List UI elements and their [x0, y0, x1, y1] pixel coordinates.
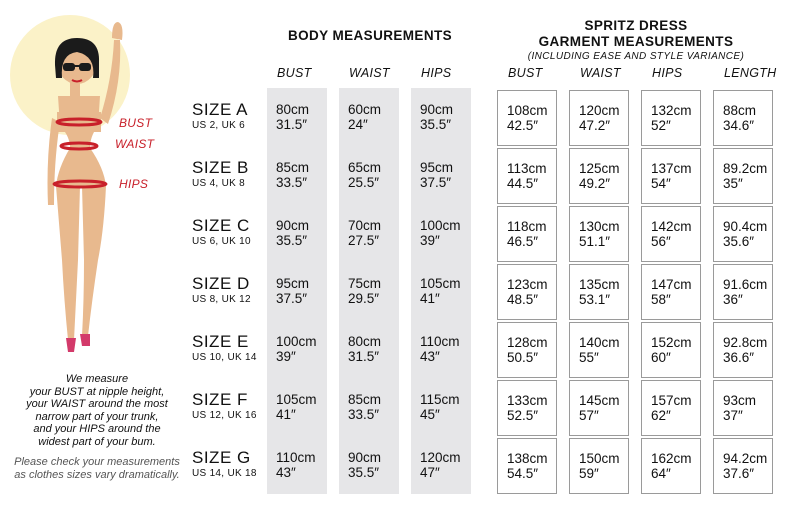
inch-value: 36.6″	[723, 350, 755, 365]
size-name: SIZE B	[192, 158, 249, 177]
garment-column-header: WAIST	[580, 66, 621, 80]
garment-measurement-cell	[713, 380, 773, 436]
cm-value: 105cm	[420, 276, 461, 291]
cm-value: 93cm	[723, 393, 757, 408]
inch-value: 53.1″	[579, 292, 611, 307]
garment-measurement-cell	[497, 322, 557, 378]
inch-value: 59″	[579, 466, 599, 481]
body-measurement-cell	[267, 88, 327, 146]
cm-value: 135cm	[579, 277, 620, 292]
hips-label: HIPS	[119, 177, 149, 191]
cm-value: 120cm	[579, 103, 620, 118]
size-equivalents: US 10, UK 14	[192, 352, 257, 363]
size-name: SIZE F	[192, 390, 248, 409]
garment-measurement-cell	[641, 148, 701, 204]
cm-value: 152cm	[651, 335, 692, 350]
cm-value: 128cm	[507, 335, 548, 350]
waist-label: WAIST	[115, 137, 155, 151]
cm-value: 90cm	[276, 218, 310, 233]
garment-measurement-cell	[641, 322, 701, 378]
cm-value: 162cm	[651, 451, 692, 466]
inch-value: 43″	[276, 465, 296, 480]
cm-value: 89.2cm	[723, 161, 768, 176]
inch-value: 37.5″	[420, 175, 452, 190]
garment-measurement-cell	[713, 206, 773, 262]
cm-value: 100cm	[276, 334, 317, 349]
inch-value: 35.5″	[276, 233, 308, 248]
caption-note-line: Please check your measurements	[14, 456, 180, 468]
inch-value: 39″	[276, 349, 296, 364]
size-equivalents: US 8, UK 12	[192, 294, 251, 305]
body-illustration	[0, 0, 190, 370]
inch-value: 35.5″	[348, 465, 380, 480]
body-column-header: BUST	[277, 66, 312, 80]
body-measurement-cell	[339, 320, 399, 378]
body-measurement-cell	[411, 378, 471, 436]
inch-value: 29.5″	[348, 291, 380, 306]
caption-line: and your HIPS around the	[33, 423, 161, 435]
garment-measurement-cell	[713, 438, 773, 494]
cm-value: 123cm	[507, 277, 548, 292]
cm-value: 75cm	[348, 276, 382, 291]
cm-value: 90cm	[420, 102, 454, 117]
body-measurement-cell	[339, 204, 399, 262]
cm-value: 125cm	[579, 161, 620, 176]
body-measurement-cell	[267, 204, 327, 262]
cm-value: 115cm	[420, 392, 460, 407]
inch-value: 48.5″	[507, 292, 539, 307]
inch-value: 55″	[579, 350, 599, 365]
inch-value: 41″	[420, 291, 440, 306]
garment-measurement-cell	[569, 438, 629, 494]
inch-value: 34.6″	[723, 118, 755, 133]
cm-value: 147cm	[651, 277, 692, 292]
inch-value: 52.5″	[507, 408, 539, 423]
cm-value: 60cm	[348, 102, 382, 117]
measurement-instructions	[8, 373, 186, 481]
inch-value: 31.5″	[348, 349, 380, 364]
inch-value: 37.6″	[723, 466, 755, 481]
cm-value: 85cm	[348, 392, 382, 407]
body-measurement-cell	[267, 146, 327, 204]
body-measurement-cell	[339, 436, 399, 494]
cm-value: 142cm	[651, 219, 692, 234]
cm-value: 110cm	[276, 450, 316, 465]
bust-label: BUST	[119, 116, 153, 130]
size-equivalents: US 4, UK 8	[192, 178, 246, 189]
body-column-header: HIPS	[421, 66, 452, 80]
cm-value: 91.6cm	[723, 277, 768, 292]
body-measurement-cell	[267, 378, 327, 436]
cm-value: 95cm	[420, 160, 454, 175]
garment-title-line2: GARMENT MEASUREMENTS	[538, 34, 734, 49]
garment-measurement-cell	[569, 206, 629, 262]
garment-measurement-cell	[569, 322, 629, 378]
body-measurement-cell	[411, 204, 471, 262]
caption-line: narrow part of your trunk,	[35, 410, 159, 423]
body-measurement-cell	[411, 436, 471, 494]
cm-value: 94.2cm	[723, 451, 768, 466]
inch-value: 33.5″	[276, 175, 308, 190]
cm-value: 113cm	[507, 161, 547, 176]
cm-value: 130cm	[579, 219, 620, 234]
cm-value: 150cm	[579, 451, 620, 466]
inch-value: 44.5″	[507, 176, 539, 191]
cm-value: 80cm	[348, 334, 382, 349]
caption-line: your WAIST around the most	[26, 398, 168, 410]
cm-value: 95cm	[276, 276, 310, 291]
inch-value: 58″	[651, 292, 671, 307]
body-measurement-cell	[411, 262, 471, 320]
garment-measurement-cell	[641, 438, 701, 494]
cm-value: 133cm	[507, 393, 548, 408]
inch-value: 56″	[651, 234, 671, 249]
cm-value: 80cm	[276, 102, 310, 117]
size-name: SIZE A	[192, 100, 248, 119]
body-measurement-cell	[339, 262, 399, 320]
caption-line: We measure	[65, 373, 129, 385]
inch-value: 50.5″	[507, 350, 539, 365]
body-measurement-cell	[339, 378, 399, 436]
body-measurement-cell	[267, 262, 327, 320]
woman-figure-icon	[0, 0, 190, 370]
inch-value: 51.1″	[579, 234, 611, 249]
body-measurement-cell	[267, 320, 327, 378]
inch-value: 45″	[420, 407, 440, 422]
garment-measurement-cell	[497, 90, 557, 146]
cm-value: 90.4cm	[723, 219, 768, 234]
cm-value: 85cm	[276, 160, 310, 175]
inch-value: 47″	[420, 465, 440, 480]
garment-measurement-cell	[641, 90, 701, 146]
garment-column-header: LENGTH	[724, 66, 777, 80]
body-measurement-cell	[411, 146, 471, 204]
inch-value: 60″	[651, 350, 671, 365]
garment-measurement-cell	[497, 438, 557, 494]
size-equivalents: US 2, UK 6	[192, 120, 246, 131]
inch-value: 64″	[651, 466, 671, 481]
inch-value: 33.5″	[348, 407, 380, 422]
size-equivalents: US 12, UK 16	[192, 410, 257, 421]
inch-value: 27.5″	[348, 233, 380, 248]
cm-value: 132cm	[651, 103, 692, 118]
garment-measurement-cell	[569, 380, 629, 436]
garment-measurement-cell	[641, 380, 701, 436]
body-measurement-cell	[339, 88, 399, 146]
cm-value: 65cm	[348, 160, 382, 175]
inch-value: 54″	[651, 176, 671, 191]
inch-value: 57″	[579, 408, 599, 423]
inch-value: 42.5″	[507, 118, 539, 133]
cm-value: 92.8cm	[723, 335, 768, 350]
cm-value: 100cm	[420, 218, 461, 233]
size-name: SIZE G	[192, 448, 251, 467]
inch-value: 24″	[348, 117, 368, 132]
inch-value: 54.5″	[507, 466, 539, 481]
garment-measurement-cell	[497, 264, 557, 320]
body-column-header: WAIST	[349, 66, 390, 80]
cm-value: 110cm	[420, 334, 460, 349]
caption-line: widest part of your bum.	[38, 435, 156, 448]
garment-measurement-cell	[569, 264, 629, 320]
garment-measurement-cell	[713, 322, 773, 378]
cm-value: 140cm	[579, 335, 620, 350]
garment-subtitle: (INCLUDING EASE AND STYLE VARIANCE)	[527, 51, 745, 62]
cm-value: 108cm	[507, 103, 548, 118]
garment-measurement-cell	[713, 264, 773, 320]
inch-value: 37″	[723, 408, 743, 423]
cm-value: 145cm	[579, 393, 620, 408]
caption-note	[8, 456, 186, 481]
cm-value: 70cm	[348, 218, 382, 233]
inch-value: 41″	[276, 407, 296, 422]
caption-note-line: as clothes sizes vary dramatically.	[14, 468, 180, 481]
size-name: SIZE E	[192, 332, 249, 351]
inch-value: 37.5″	[276, 291, 308, 306]
garment-measurement-cell	[497, 380, 557, 436]
inch-value: 47.2″	[579, 118, 611, 133]
garment-column-header: BUST	[508, 66, 543, 80]
inch-value: 49.2″	[579, 176, 611, 191]
cm-value: 90cm	[348, 450, 382, 465]
body-measurement-cell	[267, 436, 327, 494]
cm-value: 138cm	[507, 451, 548, 466]
inch-value: 62″	[651, 408, 671, 423]
inch-value: 39″	[420, 233, 440, 248]
size-name: SIZE C	[192, 216, 250, 235]
garment-measurement-cell	[641, 206, 701, 262]
garment-column-header: HIPS	[652, 66, 683, 80]
caption-line: your BUST at nipple height,	[29, 385, 165, 398]
inch-value: 46.5″	[507, 234, 539, 249]
inch-value: 52″	[651, 118, 671, 133]
inch-value: 35″	[723, 176, 743, 191]
garment-measurement-cell	[641, 264, 701, 320]
cm-value: 157cm	[651, 393, 692, 408]
size-equivalents: US 14, UK 18	[192, 468, 257, 479]
inch-value: 35.6″	[723, 234, 755, 249]
size-name: SIZE D	[192, 274, 250, 293]
body-measurement-cell	[339, 146, 399, 204]
body-measurement-cell	[411, 88, 471, 146]
garment-measurement-cell	[497, 206, 557, 262]
inch-value: 35.5″	[420, 117, 452, 132]
cm-value: 118cm	[507, 219, 547, 234]
garment-measurement-cell	[713, 148, 773, 204]
garment-measurement-cell	[497, 148, 557, 204]
garment-measurement-cell	[713, 90, 773, 146]
cm-value: 120cm	[420, 450, 461, 465]
inch-value: 25.5″	[348, 175, 380, 190]
cm-value: 88cm	[723, 103, 757, 118]
body-measurements-title: BODY MEASUREMENTS	[287, 28, 453, 43]
cm-value: 137cm	[651, 161, 692, 176]
garment-title-line1: SPRITZ DRESS	[584, 18, 688, 33]
size-equivalents: US 6, UK 10	[192, 236, 251, 247]
inch-value: 31.5″	[276, 117, 308, 132]
body-measurement-cell	[411, 320, 471, 378]
inch-value: 36″	[723, 292, 743, 307]
cm-value: 105cm	[276, 392, 317, 407]
garment-measurement-cell	[569, 148, 629, 204]
garment-measurement-cell	[569, 90, 629, 146]
inch-value: 43″	[420, 349, 440, 364]
